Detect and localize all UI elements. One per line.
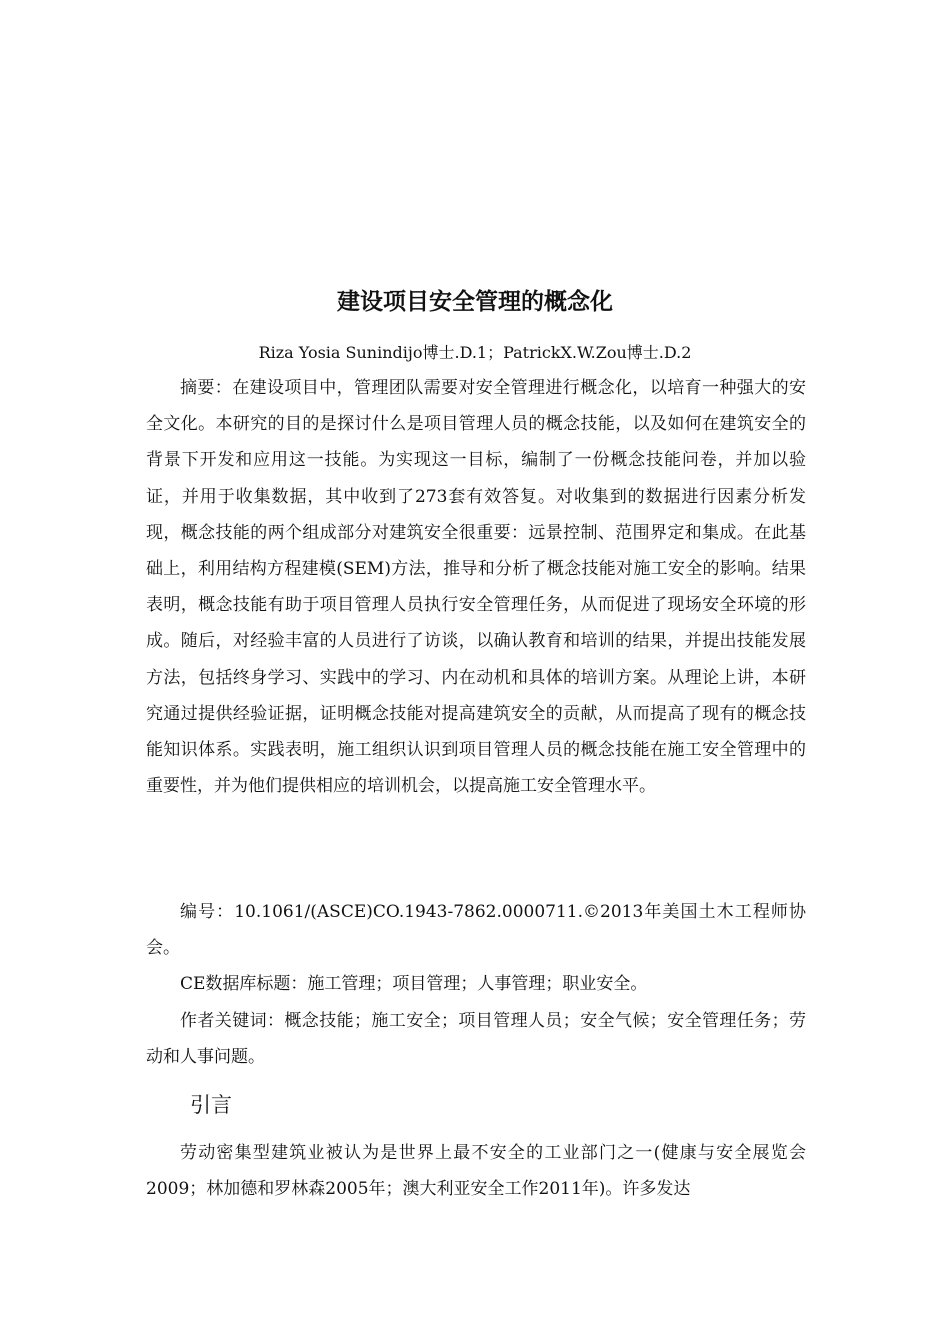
doi-line: 编号：10.1061/(ASCE)CO.1943-7862.0000711.©2013年美国土木工程师协会。 [146, 902, 806, 959]
paper-title: 建设项目安全管理的概念化 [337, 289, 613, 315]
section-heading-introduction: 引言 [190, 1093, 232, 1117]
author-keywords: 作者关键词：概念技能；施工安全；项目管理人员；安全气候；安全管理任务；劳动和人事问题。 [146, 1010, 806, 1067]
introduction-section [146, 1135, 806, 1207]
author-line: Riza Yosia Sunindijo博士.D.1；PatrickX.W.Zou博士.D.2 [258, 343, 692, 362]
introduction-paragraph: 劳动密集型建筑业被认为是世界上最不安全的工业部门之一(健康与安全展览会 2009；林加德和罗林森2005年；澳大利亚安全工作2011年)。许多发达 [146, 1143, 806, 1200]
abstract-section [146, 370, 806, 804]
ce-database-headings: CE数据库标题：施工管理；项目管理；人事管理；职业安全。 [180, 974, 648, 995]
metadata-section [146, 894, 806, 1075]
abstract-paragraph: 摘要：在建设项目中，管理团队需要对安全管理进行概念化，以培育一种强大的安全文化。本研究的目的是探讨什么是项目管理人员的概念技能，以及如何在建筑安全的背景下开发和应用这一技能。为实现这一目标，编制了一份概念技能问卷，并加以验证，并用于收集数据，其中收到了273套有效答复。对收集到的数据进行因素分析发现，概念技能的两个组成部分对建筑安全很重要：远景控制、范围界定和集成。在此基础上，利用结构方程建模(SEM)方法，推导和分析了概念技能对施工安全的影响。结果表明，概念技能有助于项目管理人员执行安全管理任务，从而促进了现场安全环境的形成。随后，对经验丰富的人员进行了访谈，以确认教育和培训的结果，并提出技能发展方法，包括终身学习、实践中的学习、内在动机和具体的培训方案。从理论上讲，本研究通过提供经验证据，证明概念技能对提高建筑安全的贡献，从而提高了现有的概念技能知识体系。实践表明，施工组织认识到项目管理人员的概念技能在施工安全管理中的重要性，并为他们提供相应的培训机会，以提高施工安全管理水平。 [146, 378, 806, 797]
